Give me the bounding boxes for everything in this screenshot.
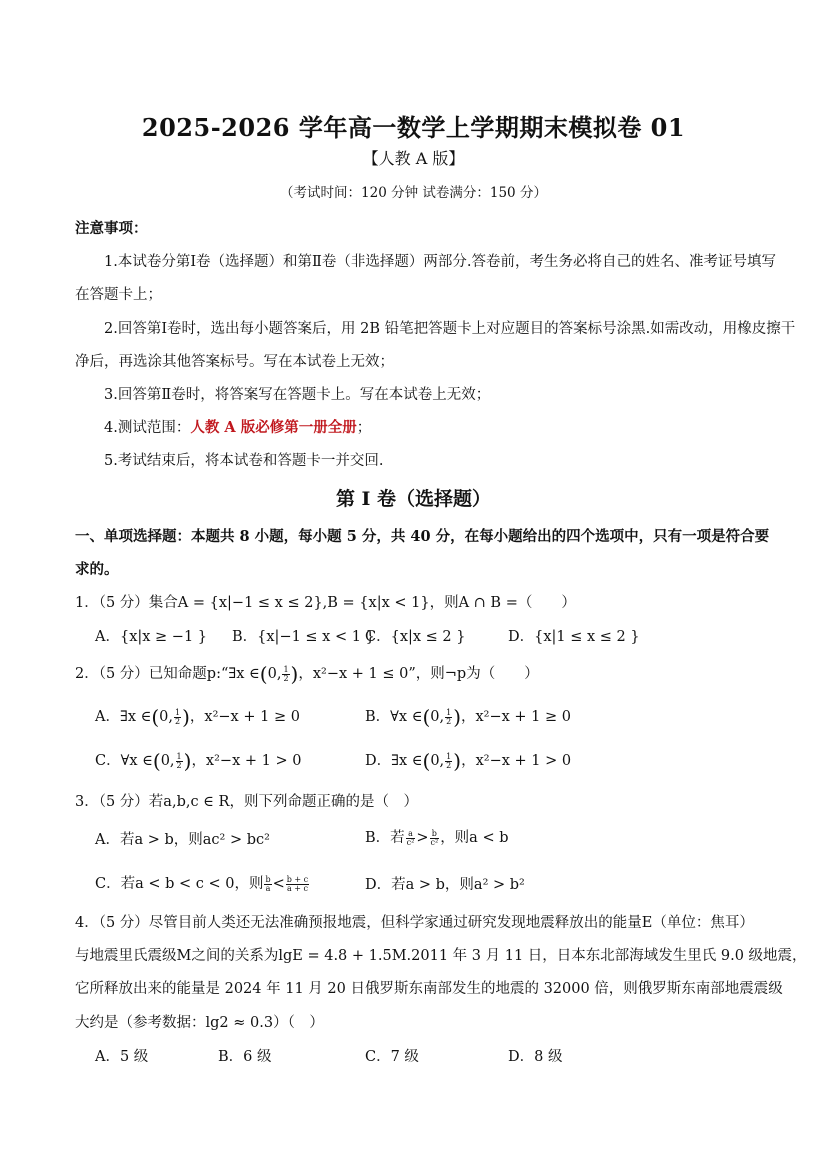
interval-close: ) [182, 705, 190, 729]
test-range: 人教 A 版必修第一册全册 [190, 419, 357, 436]
interval-close: ) [453, 749, 462, 773]
note-1-line-1: 1.本试卷分第Ⅰ卷（选择题）和第Ⅱ卷（非选择题）两部分.答卷前，考生务必将自己的姓名、准考证号填写 [104, 254, 777, 270]
option-suffix: ，x²−x + 1 ≥ 0 [461, 709, 572, 725]
interval-zero: 0, [160, 753, 175, 769]
question-3-option-a: A．若a > b，则ac² > bc² [95, 832, 270, 848]
comparison-operator: > [416, 830, 429, 846]
option-prefix: C．若a < b < c < 0，则 [95, 876, 264, 892]
note-4-suffix: ； [356, 420, 372, 436]
notes-heading: 注意事项： [75, 220, 148, 237]
question-4-option-d: D．8 级 [508, 1049, 563, 1065]
question-2-option-a [95, 705, 300, 729]
question-2-option-b [365, 705, 571, 729]
interval-fraction [174, 709, 181, 726]
fraction-denominator: a [265, 883, 271, 893]
question-1-option-c: C．{x|x ≤ 2 } [365, 629, 466, 645]
fraction-numerator: b [265, 874, 271, 884]
interval-open: ( [422, 749, 431, 773]
option-prefix: D．∃x ∈ [365, 753, 423, 769]
fraction [286, 876, 309, 893]
q2-stem-post: ，x²−x + 1 ≤ 0”，则¬p为（ ） [298, 666, 539, 682]
question-4-option-a: A．5 级 [95, 1049, 149, 1065]
interval-open: ( [259, 662, 268, 686]
fraction-numerator: 1 [176, 751, 182, 761]
option-prefix: B．若 [365, 830, 405, 846]
interval-zero: 0, [267, 666, 282, 682]
interval-fraction [176, 753, 183, 770]
section-instructions-line-2: 求的。 [75, 561, 119, 578]
interval-open: ( [422, 705, 431, 729]
fraction-denominator: a + c [286, 883, 308, 893]
interval-fraction [445, 753, 452, 770]
note-2-line-1: 2.回答第Ⅰ卷时，选出每小题答案后，用 2B 铅笔把答题卡上对应题目的答案标号涂黑.如需改动，用橡皮擦干 [104, 321, 796, 337]
fraction [430, 830, 440, 847]
question-1-option-d: D．{x|1 ≤ x ≤ 2 } [508, 629, 640, 645]
question-3-option-d: D．若a > b，则a² > b² [365, 877, 525, 893]
question-3-option-c [95, 872, 310, 893]
note-4-prefix: 4.测试范围： [104, 420, 191, 436]
question-3-option-b [365, 826, 508, 847]
question-4-line-1: 4．（5 分）尽管目前人类还无法准确预报地震，但科学家通过研究发现地震释放出的能量E（单位：焦耳） [75, 915, 754, 931]
fraction-denominator: 2 [283, 673, 289, 683]
question-4-option-c: C．7 级 [365, 1049, 419, 1065]
note-3: 3.回答第Ⅱ卷时，将答案写在答题卡上。写在本试卷上无效； [104, 387, 491, 403]
note-1-line-2: 在答题卡上； [75, 287, 162, 303]
question-4-line-4: 大约是（参考数据：lg2 ≈ 0.3）（ ） [75, 1015, 324, 1031]
question-4-line-2: 与地震里氏震级M之间的关系为lgE = 4.8 + 1.5M.2011 年 3 月 11 日，日本东北部海域发生里氏 9.0 级地震， [75, 948, 807, 964]
fraction-denominator: c² [406, 837, 415, 847]
question-2-option-c [95, 749, 301, 773]
option-prefix: A．∃x ∈ [95, 709, 152, 725]
question-1-option-a: A．{x|x ≥ −1 } [95, 629, 208, 645]
fraction-numerator: a [406, 830, 416, 839]
interval-zero: 0, [159, 709, 174, 725]
section-title: 第 I 卷（选择题） [335, 488, 492, 510]
question-2-stem [75, 662, 539, 686]
fraction-numerator: b [430, 830, 440, 839]
fraction [264, 876, 271, 893]
question-3-stem: 3．（5 分）若a,b,c ∈ R，则下列命题正确的是（ ） [75, 794, 418, 810]
option-suffix: ，x²−x + 1 ≥ 0 [189, 709, 300, 725]
fraction-denominator: 2 [446, 760, 452, 770]
exam-title: 2025-2026 学年高一数学上学期期末模拟卷 01 [141, 113, 686, 142]
question-1-stem: 1．（5 分）集合A = {x|−1 ≤ x ≤ 2},B = {x|x < 1}，则A ∩ B =（ ） [75, 595, 576, 611]
interval-open: ( [151, 705, 160, 729]
section-instructions-line-1: 一、单项选择题：本题共 8 小题，每小题 5 分，共 40 分，在每小题给出的四个选项中，只有一项是符合要 [75, 528, 770, 545]
q2-stem-pre: 2．（5 分）已知命题p:“∃x ∈ [75, 666, 260, 682]
interval-close: ) [453, 705, 461, 729]
exam-info: （考试时间：120 分钟 试卷满分：150 分） [280, 185, 547, 201]
interval-close: ) [183, 749, 192, 773]
option-prefix: C．∀x ∈ [95, 753, 153, 769]
option-prefix: B．∀x ∈ [365, 709, 423, 725]
note-2-line-2: 净后，再选涂其他答案标号。写在本试卷上无效； [75, 354, 394, 370]
question-2-option-d [365, 749, 571, 773]
fraction-numerator: 1 [446, 707, 452, 717]
fraction-numerator: 1 [283, 664, 289, 674]
note-4 [104, 416, 371, 437]
question-4-line-3: 它所释放出来的能量是 2024 年 11 月 20 日俄罗斯东南部发生的地震的 32000 倍，则俄罗斯东南部地震震级 [75, 981, 783, 997]
note-5: 5.考试结束后，将本试卷和答题卡一并交回. [104, 453, 384, 469]
interval-fraction [282, 666, 289, 683]
interval-close: ) [290, 662, 299, 686]
fraction-denominator: 2 [446, 716, 452, 726]
question-4-option-b: B．6 级 [218, 1049, 272, 1065]
interval-open: ( [152, 749, 161, 773]
comparison-operator: < [272, 876, 285, 892]
option-suffix: ，x²−x + 1 > 0 [461, 753, 572, 769]
interval-fraction [445, 709, 452, 726]
fraction-denominator: c² [430, 837, 439, 847]
fraction-numerator: 1 [175, 707, 181, 717]
fraction-numerator: b + c [286, 874, 309, 884]
interval-zero: 0, [430, 709, 445, 725]
fraction-denominator: 2 [175, 716, 181, 726]
fraction-numerator: 1 [446, 751, 452, 761]
question-1-option-b: B．{x|−1 ≤ x < 1 } [232, 629, 375, 645]
option-suffix: ，则a < b [440, 830, 509, 846]
edition-label: 【人教 A 版】 [362, 149, 465, 168]
option-suffix: ，x²−x + 1 > 0 [191, 753, 302, 769]
fraction-denominator: 2 [176, 760, 182, 770]
interval-zero: 0, [430, 753, 445, 769]
fraction [406, 830, 416, 847]
